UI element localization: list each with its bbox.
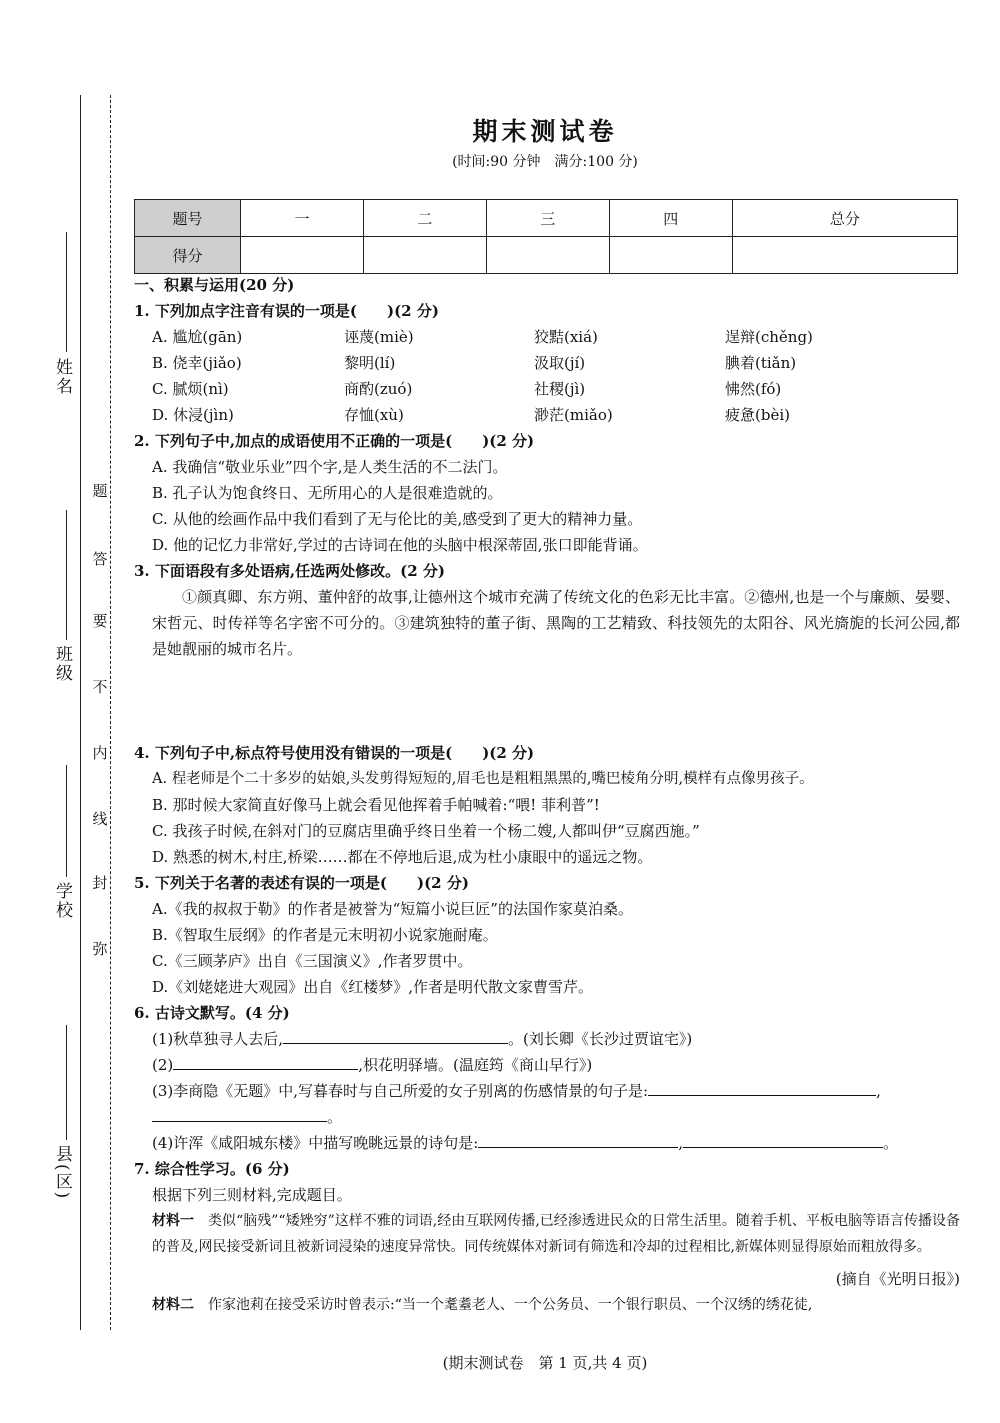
table-header-cell: 总分: [732, 200, 957, 237]
option-text: D. 熟悉的树木,村庄,桥梁……都在不停地后退,成为杜小康眼中的遥远之物。: [152, 848, 653, 866]
seal-char: 要: [92, 612, 108, 630]
option-text: 逞辩(chěng): [725, 328, 813, 346]
option-text: 诬蔑(miè): [344, 328, 414, 346]
option-text: 狡黠(xiá): [534, 328, 598, 346]
instruction-text: 根据下列三则材料,完成题目。: [152, 1186, 352, 1204]
class-field[interactable]: [66, 510, 67, 640]
question-stem: 5. 下列关于名著的表述有误的一项是( )(2 分): [134, 874, 469, 892]
option-text: B.《智取生辰纲》的作者是元末明初小说家施耐庵。: [152, 926, 498, 944]
answer-blank[interactable]: [283, 1027, 508, 1044]
recite-line: [134, 1130, 960, 1156]
score-cell[interactable]: [241, 237, 364, 274]
seal-char: 题: [92, 482, 108, 500]
seal-char: 答: [92, 550, 108, 568]
seal-char: 封: [92, 874, 108, 892]
option-text: B. 那时候大家简直好像马上就会看见他挥着手帕喊着:“喂! 菲利普”!: [152, 796, 600, 814]
answer-space[interactable]: [134, 662, 960, 740]
option-text: C.《三顾茅庐》出自《三国演义》,作者罗贯中。: [152, 952, 473, 970]
county-label: 县(区): [52, 1145, 72, 1201]
page-subtitle: (时间:90 分钟 满分:100 分): [452, 154, 638, 170]
table-row: [135, 237, 958, 274]
question-stem: 1. 下列加点字注音有误的一项是( )(2 分): [134, 302, 439, 320]
option-text: C. 从他的绘画作品中我们看到了无与伦比的美,感受到了更大的精神力量。: [152, 510, 643, 528]
recite-line: [134, 1052, 960, 1078]
name-field[interactable]: [66, 232, 67, 352]
option-row: [134, 350, 960, 376]
page-footer: (期末测试卷 第 1 页,共 4 页): [442, 1354, 648, 1372]
recite-text: ,: [678, 1134, 684, 1152]
class-label: 班级: [52, 645, 72, 683]
question-stem: 4. 下列句子中,标点符号使用没有错误的一项是( )(2 分): [134, 744, 535, 762]
score-cell[interactable]: [732, 237, 957, 274]
table-header-cell: 得分: [135, 237, 241, 274]
seal-char: 弥: [92, 940, 108, 958]
option-text: A. 程老师是个二十多岁的姑娘,头发剪得短短的,眉毛也是粗粗黑黑的,嘴巴棱角分明,模样有点像男孩子。: [152, 771, 814, 787]
cut-line: [110, 95, 111, 1330]
question-stem: 3. 下面语段有多处语病,任选两处修改。(2 分): [134, 562, 445, 580]
option-text: 社稷(jì): [534, 380, 586, 398]
option-text: A. 我确信“敬业乐业”四个字,是人类生活的不二法门。: [152, 458, 508, 476]
option-text: 怫然(fó): [725, 380, 782, 398]
question-stem: 2. 下列句子中,加点的成语使用不正确的一项是( )(2 分): [134, 432, 535, 450]
school-field[interactable]: [66, 765, 67, 877]
answer-blank[interactable]: [173, 1053, 358, 1070]
recite-text: ,枳花明驿墙。(温庭筠《商山早行》): [358, 1056, 593, 1074]
seal-char: 线: [92, 810, 108, 828]
option-text: B. 孔子认为饱食终日、无所用心的人是很难造就的。: [152, 484, 503, 502]
material-text: 作家池莉在接受采访时曾表示:“当一个耄耋老人、一个公务员、一个银行职员、一个汉绣的绣花徒,: [208, 1297, 813, 1313]
score-cell[interactable]: [363, 237, 486, 274]
option-text: 存恤(xù): [344, 406, 404, 424]
option-text: 腆着(tiǎn): [725, 354, 797, 372]
option-text: 汲取(jí): [534, 354, 586, 372]
section-heading: 一、积累与运用(20 分): [134, 276, 295, 294]
option-text: 黎明(lí): [344, 354, 396, 372]
score-cell[interactable]: [486, 237, 609, 274]
name-label: 姓名: [52, 358, 72, 396]
recite-text: (4)许浑《咸阳城东楼》中描写晚眺远景的诗句是:: [152, 1134, 479, 1152]
table-header-cell: 三: [486, 200, 609, 237]
option-row: [134, 402, 960, 428]
option-text: A.《我的叔叔于勒》的作者是被誉为“短篇小说巨匠”的法国作家莫泊桑。: [152, 900, 633, 918]
question-stem: 7. 综合性学习。(6 分): [134, 1160, 290, 1178]
recite-line: [134, 1078, 960, 1104]
recite-text: (2): [152, 1056, 174, 1074]
recite-text: 。: [883, 1134, 899, 1152]
option-text: C. 我孩子时候,在斜对门的豆腐店里确乎终日坐着一个杨二嫂,人都叫伊“豆腐西施。”: [152, 822, 700, 840]
recite-line: [134, 1104, 960, 1130]
passage-text: ①颜真卿、东方朔、董仲舒的故事,让德州这个城市充满了传统文化的色彩无比丰富。②德州,也是一个与廉颇、晏婴、宋哲元、时传祥等名字密不可分的。③建筑独特的董子街、黑陶的工艺精致、科技领先的太阳谷、风光旖旎的长河公园,都是她靓丽的城市名片。: [152, 588, 960, 658]
option-text: 渺茫(miǎo): [534, 406, 613, 424]
option-text: 疲惫(bèi): [725, 406, 790, 424]
option-row: [134, 376, 960, 402]
option-text: D. 他的记忆力非常好,学过的古诗词在他的头脑中根深蒂固,张口即能背诵。: [152, 536, 648, 554]
table-row: [135, 200, 958, 237]
score-cell[interactable]: [609, 237, 732, 274]
material-label: 材料一: [152, 1213, 195, 1229]
page-title: 期末测试卷: [472, 117, 618, 146]
county-field[interactable]: [66, 1025, 67, 1140]
answer-blank[interactable]: [478, 1131, 678, 1148]
material-one: [134, 1208, 960, 1260]
seal-char: 不: [92, 678, 108, 696]
score-table: [134, 199, 958, 274]
option-text: 商酌(zuó): [344, 380, 413, 398]
material-two: [134, 1292, 960, 1318]
answer-blank[interactable]: [152, 1105, 327, 1122]
exam-content: [134, 272, 960, 1318]
material-text: 类似“脑残”“矮矬穷”这样不雅的词语,经由互联网传播,已经渗透进民众的日常生活里。随着手机、平板电脑等语言传播设备的普及,网民接受新词且被新词浸染的速度异常快。同传统媒体对新词有筛选和冷却的过程相比,新媒体则显得原始而粗放得多。: [152, 1213, 961, 1255]
binding-line: [80, 95, 81, 1330]
recite-text: ,: [876, 1082, 881, 1100]
question-stem: 6. 古诗文默写。(4 分): [134, 1004, 290, 1022]
material-source: (摘自《光明日报》): [835, 1270, 960, 1288]
option-row: [134, 324, 960, 350]
seal-char: 内: [92, 744, 108, 762]
option-text: D. 休浸(jìn): [152, 406, 234, 424]
option-text: B. 侥幸(jiǎo): [152, 354, 242, 372]
school-label: 学校: [52, 882, 72, 920]
table-header-cell: 一: [241, 200, 364, 237]
table-header-cell: 题号: [135, 200, 241, 237]
recite-text: (3)李商隐《无题》中,写暮春时与自己所爱的女子别离的伤感情景的句子是:: [152, 1082, 649, 1100]
recite-text: 。: [327, 1108, 343, 1126]
recite-line: [134, 1026, 960, 1052]
recite-text: 。(刘长卿《长沙过贾谊宅》): [508, 1030, 693, 1048]
table-header-cell: 四: [609, 200, 732, 237]
material-label: 材料二: [152, 1297, 194, 1313]
option-text: A. 尴尬(gān): [152, 328, 243, 346]
table-header-cell: 二: [363, 200, 486, 237]
recite-text: (1)秋草独寻人去后,: [152, 1030, 284, 1048]
option-text: D.《刘姥姥进大观园》出自《红楼梦》,作者是明代散文家曹雪芹。: [152, 978, 594, 996]
answer-blank[interactable]: [683, 1131, 883, 1148]
answer-blank[interactable]: [648, 1079, 876, 1096]
option-text: C. 腻烦(nì): [152, 380, 229, 398]
